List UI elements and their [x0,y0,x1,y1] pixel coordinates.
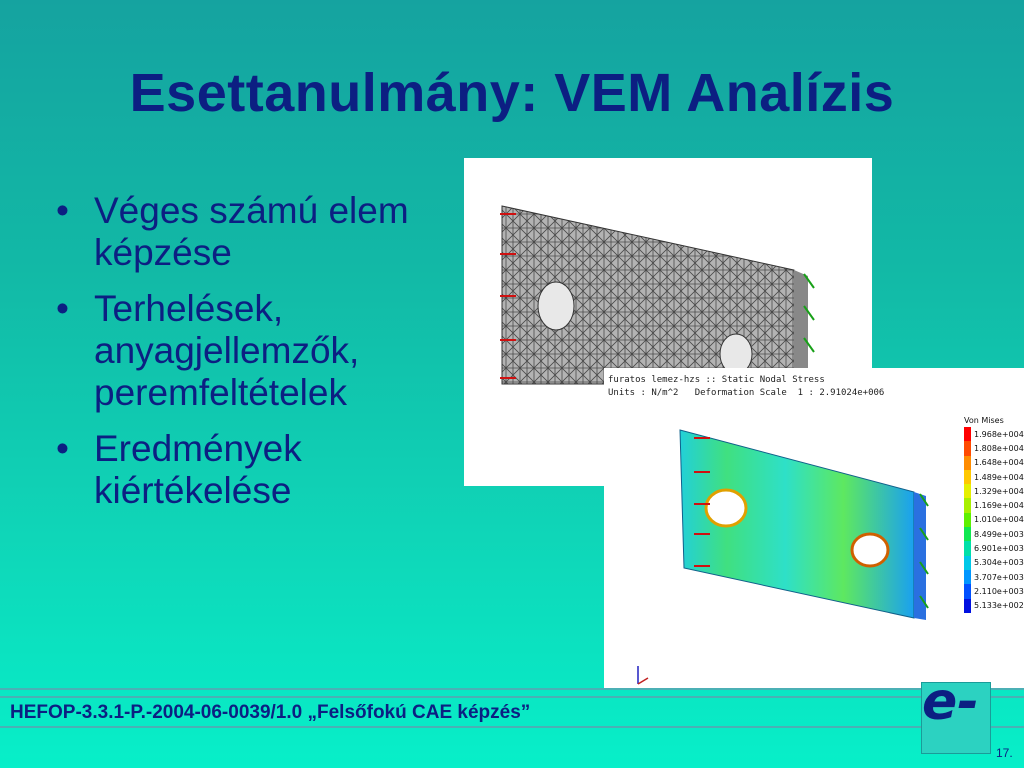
legend-value: 1.489e+004 [974,472,1024,482]
legend-row [964,456,1024,470]
axis-triad-icon [638,666,648,684]
page-number: 17. [996,746,1013,760]
legend-swatch [964,470,971,484]
legend-row [964,498,1024,512]
legend-row [964,427,1024,441]
bullet-item-loads: • Terhelések, anyagjellemzők, peremfeltételek [52,288,432,414]
bullet-item-results: • Eredmények kiértékelése [52,428,432,512]
legend-swatch [964,441,971,455]
slide-title: Esettanulmány: VEM Analízis [129,63,895,123]
legend-row [964,527,1024,541]
e-learning-logo: e- [922,672,979,732]
legend-value: 1.808e+004 [974,443,1024,453]
legend-value: 1.648e+004 [974,458,1024,468]
legend-row [964,441,1024,455]
stress-header-line2: Units : N/m^2 Deformation Scale 1 : 2.91024e+006 [608,388,885,398]
legend-swatch [964,556,971,570]
legend-row [964,541,1024,555]
legend-value: 1.329e+004 [974,486,1024,496]
legend-row [964,599,1024,613]
stress-header-line1: furatos lemez-hzs :: Static Nodal Stress [608,375,825,385]
legend-value: 3.707e+003 [974,572,1024,582]
bullet-item-mesh: • Véges számú elem képzése [52,190,432,274]
legend-row [964,584,1024,598]
legend-swatch [964,584,971,598]
legend-title: Von Mises [964,416,1004,425]
stress-plot-graphic [604,368,1024,690]
legend-value: 1.169e+004 [974,501,1024,511]
legend-value: 1.010e+004 [974,515,1024,525]
legend-row [964,570,1024,584]
legend-swatch [964,513,971,527]
legend-value: 5.133e+002 [974,601,1024,611]
legend-swatch [964,484,971,498]
legend-swatch [964,427,971,441]
footer-project-text: HEFOP-3.3.1-P.-2004-06-0039/1.0 „Felsőfokú CAE képzés” [10,702,531,723]
legend-value: 2.110e+003 [974,586,1024,596]
legend-swatch [964,599,971,613]
legend-swatch [964,527,971,541]
legend-row [964,470,1024,484]
legend-value: 8.499e+003 [974,529,1024,539]
legend-swatch [964,456,971,470]
legend-row [964,484,1024,498]
bullet-list [52,190,432,526]
legend-swatch [964,498,971,512]
legend-row [964,556,1024,570]
von-mises-legend [964,416,1024,613]
legend-swatch [964,570,971,584]
legend-row [964,513,1024,527]
legend-value: 6.901e+003 [974,544,1024,554]
legend-value: 1.968e+004 [974,429,1024,439]
legend-value: 5.304e+003 [974,558,1024,568]
stress-result-image [604,368,1024,690]
legend-swatch [964,541,971,555]
